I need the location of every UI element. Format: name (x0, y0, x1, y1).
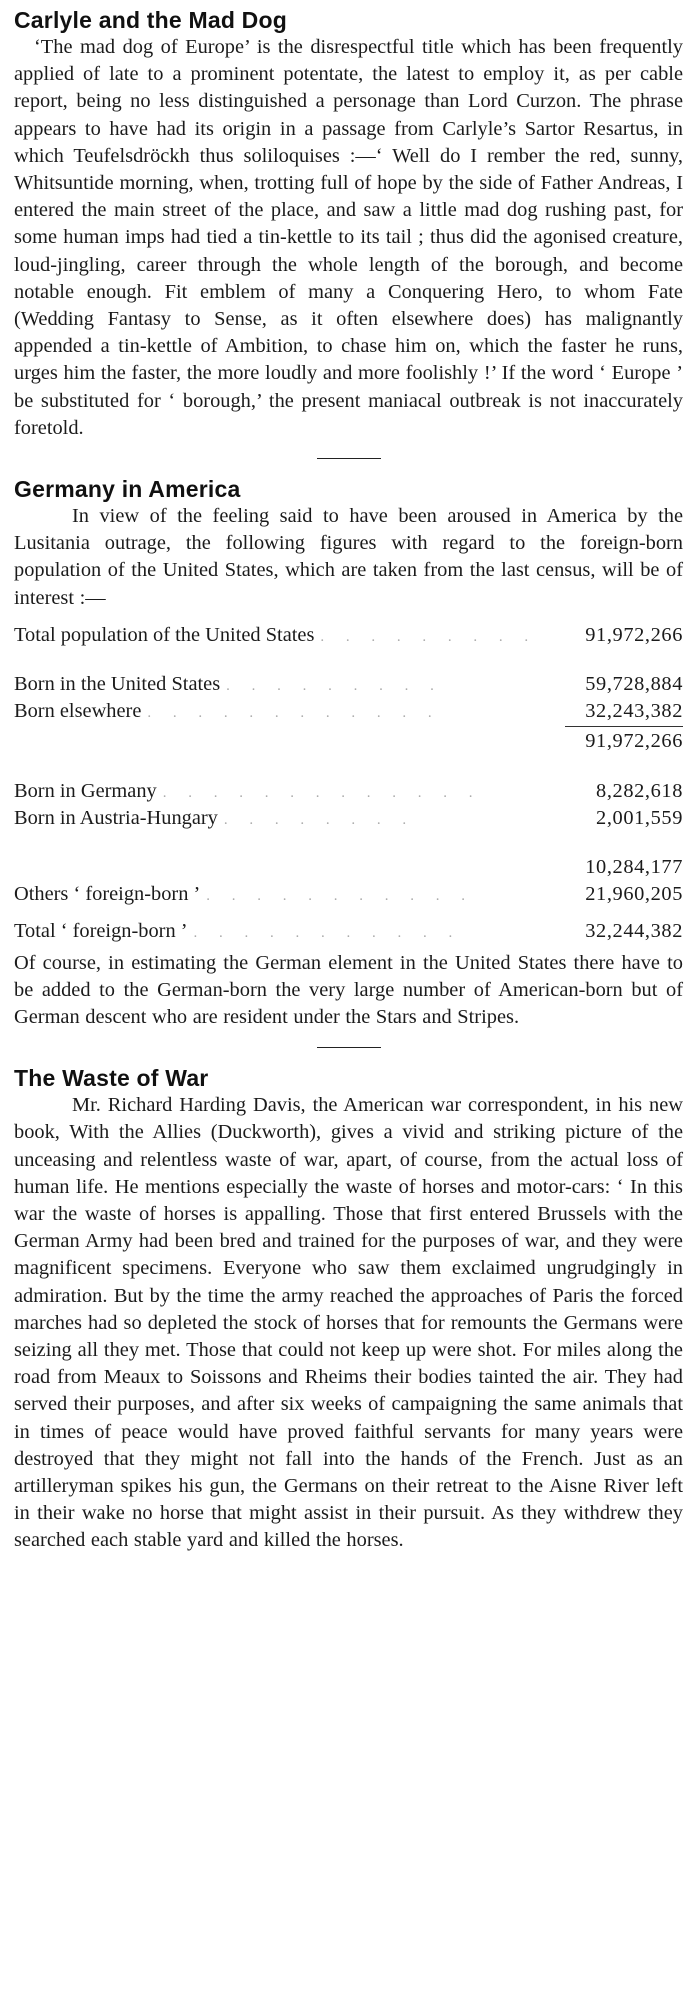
row-value: 91,972,266 (585, 730, 683, 753)
row-label: Born elsewhere (14, 700, 142, 723)
table-row (14, 778, 683, 805)
article-intro: In view of the feeling said to have been aroused in America by the Lusitania outrage, the following figures with regard to the foreign-born population of the United States, which are taken from the last census, will be of interest :— (14, 505, 683, 609)
row-label: Born in Germany (14, 779, 157, 802)
article-title: Carlyle and the Mad Dog (14, 7, 287, 33)
row-value: 32,243,382 (585, 700, 683, 723)
row-value: 59,728,884 (585, 673, 683, 696)
row-label: Born in the United States (14, 673, 221, 696)
row-label: Others ‘ foreign-born ’ (14, 883, 201, 906)
leader-dots: . . . . . . . . . . . . . (162, 784, 482, 801)
row-label: Born in Austria-Hungary (14, 806, 218, 829)
row-label: Total population of the United States (14, 623, 315, 646)
row-label: Total ‘ foreign-born ’ (14, 920, 188, 943)
article-title: The Waste of War (14, 1065, 209, 1092)
table-row (14, 805, 683, 832)
leader-dots: . . . . . . . . . . . (193, 925, 462, 942)
article-title: Germany in America (14, 476, 241, 503)
article-waste-of-war (14, 1064, 683, 1554)
table-row (14, 918, 683, 945)
row-value: 8,282,618 (596, 779, 683, 802)
row-value: 10,284,177 (585, 855, 683, 878)
row-value: 32,244,382 (585, 920, 683, 943)
row-value: 91,972,266 (585, 623, 683, 646)
table-row (14, 728, 683, 755)
section-divider (317, 1047, 381, 1048)
table-row (14, 622, 683, 649)
leader-dots: . . . . . . . . . (320, 628, 538, 645)
table-row (14, 854, 683, 881)
article-germany (14, 475, 683, 1031)
article-outro: Of course, in estimating the German element in the United States there have to be added to the German-born the very large number of American-born but of German descent who are resident under the Stars and Stripes. (14, 951, 683, 1028)
leader-dots: . . . . . . . . (223, 811, 416, 828)
row-value: 2,001,559 (596, 806, 683, 829)
table-row (14, 671, 683, 698)
article-paragraph: ‘The mad dog of Europe’ is the disrespectful title which has been frequently applied of late to a prominent potentate, the latest to employ it, as per cable report, being no less distinguished a personage than Lord Curzon. The phrase appears to have had its origin in a passage from Carlyle’s Sartor Resartus, in which Teufelsdröckh thus soliloquises :—‘ Well do I rember the red, sunny, Whitsuntide morning, when, trotting full of hope by the side of Father Andreas, I entered the main street of the place, and saw a little mad dog rushing past, for some human imps had tied a tin-kettle to its tail ; thus did the agonised creature, loud-jingling, career through the whole length of the borough, and become notable enough. Fit emblem of many a Conquering Hero, to whom Fate (Wedding Fantasy to Sense, as it often elsewhere does) has malignantly appended a tin-kettle of Ambition, to chase him on, which the faster he runs, urges him the faster, the more loudly and more foolishly !’ If the word ‘ Europe ’ be substituted for ‘ borough,’ the present maniacal outbreak is not inaccurately foretold. (14, 36, 683, 439)
article-paragraph: Mr. Richard Harding Davis, the American war correspondent, in his new book, With the Allies (Duckworth), gives a vivid and striking picture of the unceasing and relentless waste of war, apart, of course, from the actual loss of human life. He mentions especially the waste of horses and motor-cars: ‘ In this war the waste of horses is appalling. Those that first entered Brussels with the German Army had been bred and trained for the purposes of war, and they were magnificent specimens. Everyone who saw them exclaimed ungrudgingly in admiration. But by the time the army reached the approaches of Paris the forced marches had so depleted the stock of horses that for remounts the Germans were seizing all they met. Those that could not keep up were shot. For miles along the road from Meaux to Soissons and Rheims their bodies tainted the air. They had served their purposes, and after six weeks of campaigning the same animals that in times of peace would have proved faithful servants for many years were destroyed that they might not fall into the hands of the French. Just as an artilleryman spikes his gun, the Germans on their retreat to the Aisne River left in their wake no horse that might assist in their pursuit. As they withdrew they searched each stable yard and killed the horses. (14, 1094, 683, 1552)
leader-dots: . . . . . . . . . (226, 678, 443, 695)
table-row (14, 698, 683, 725)
table-row (14, 881, 683, 908)
leader-dots: . . . . . . . . . . . . (147, 705, 441, 722)
row-value: 21,960,205 (585, 883, 683, 906)
article-carlyle (14, 6, 683, 442)
census-table (14, 622, 683, 946)
leader-dots: . . . . . . . . . . . (206, 888, 475, 905)
section-divider (317, 458, 381, 459)
